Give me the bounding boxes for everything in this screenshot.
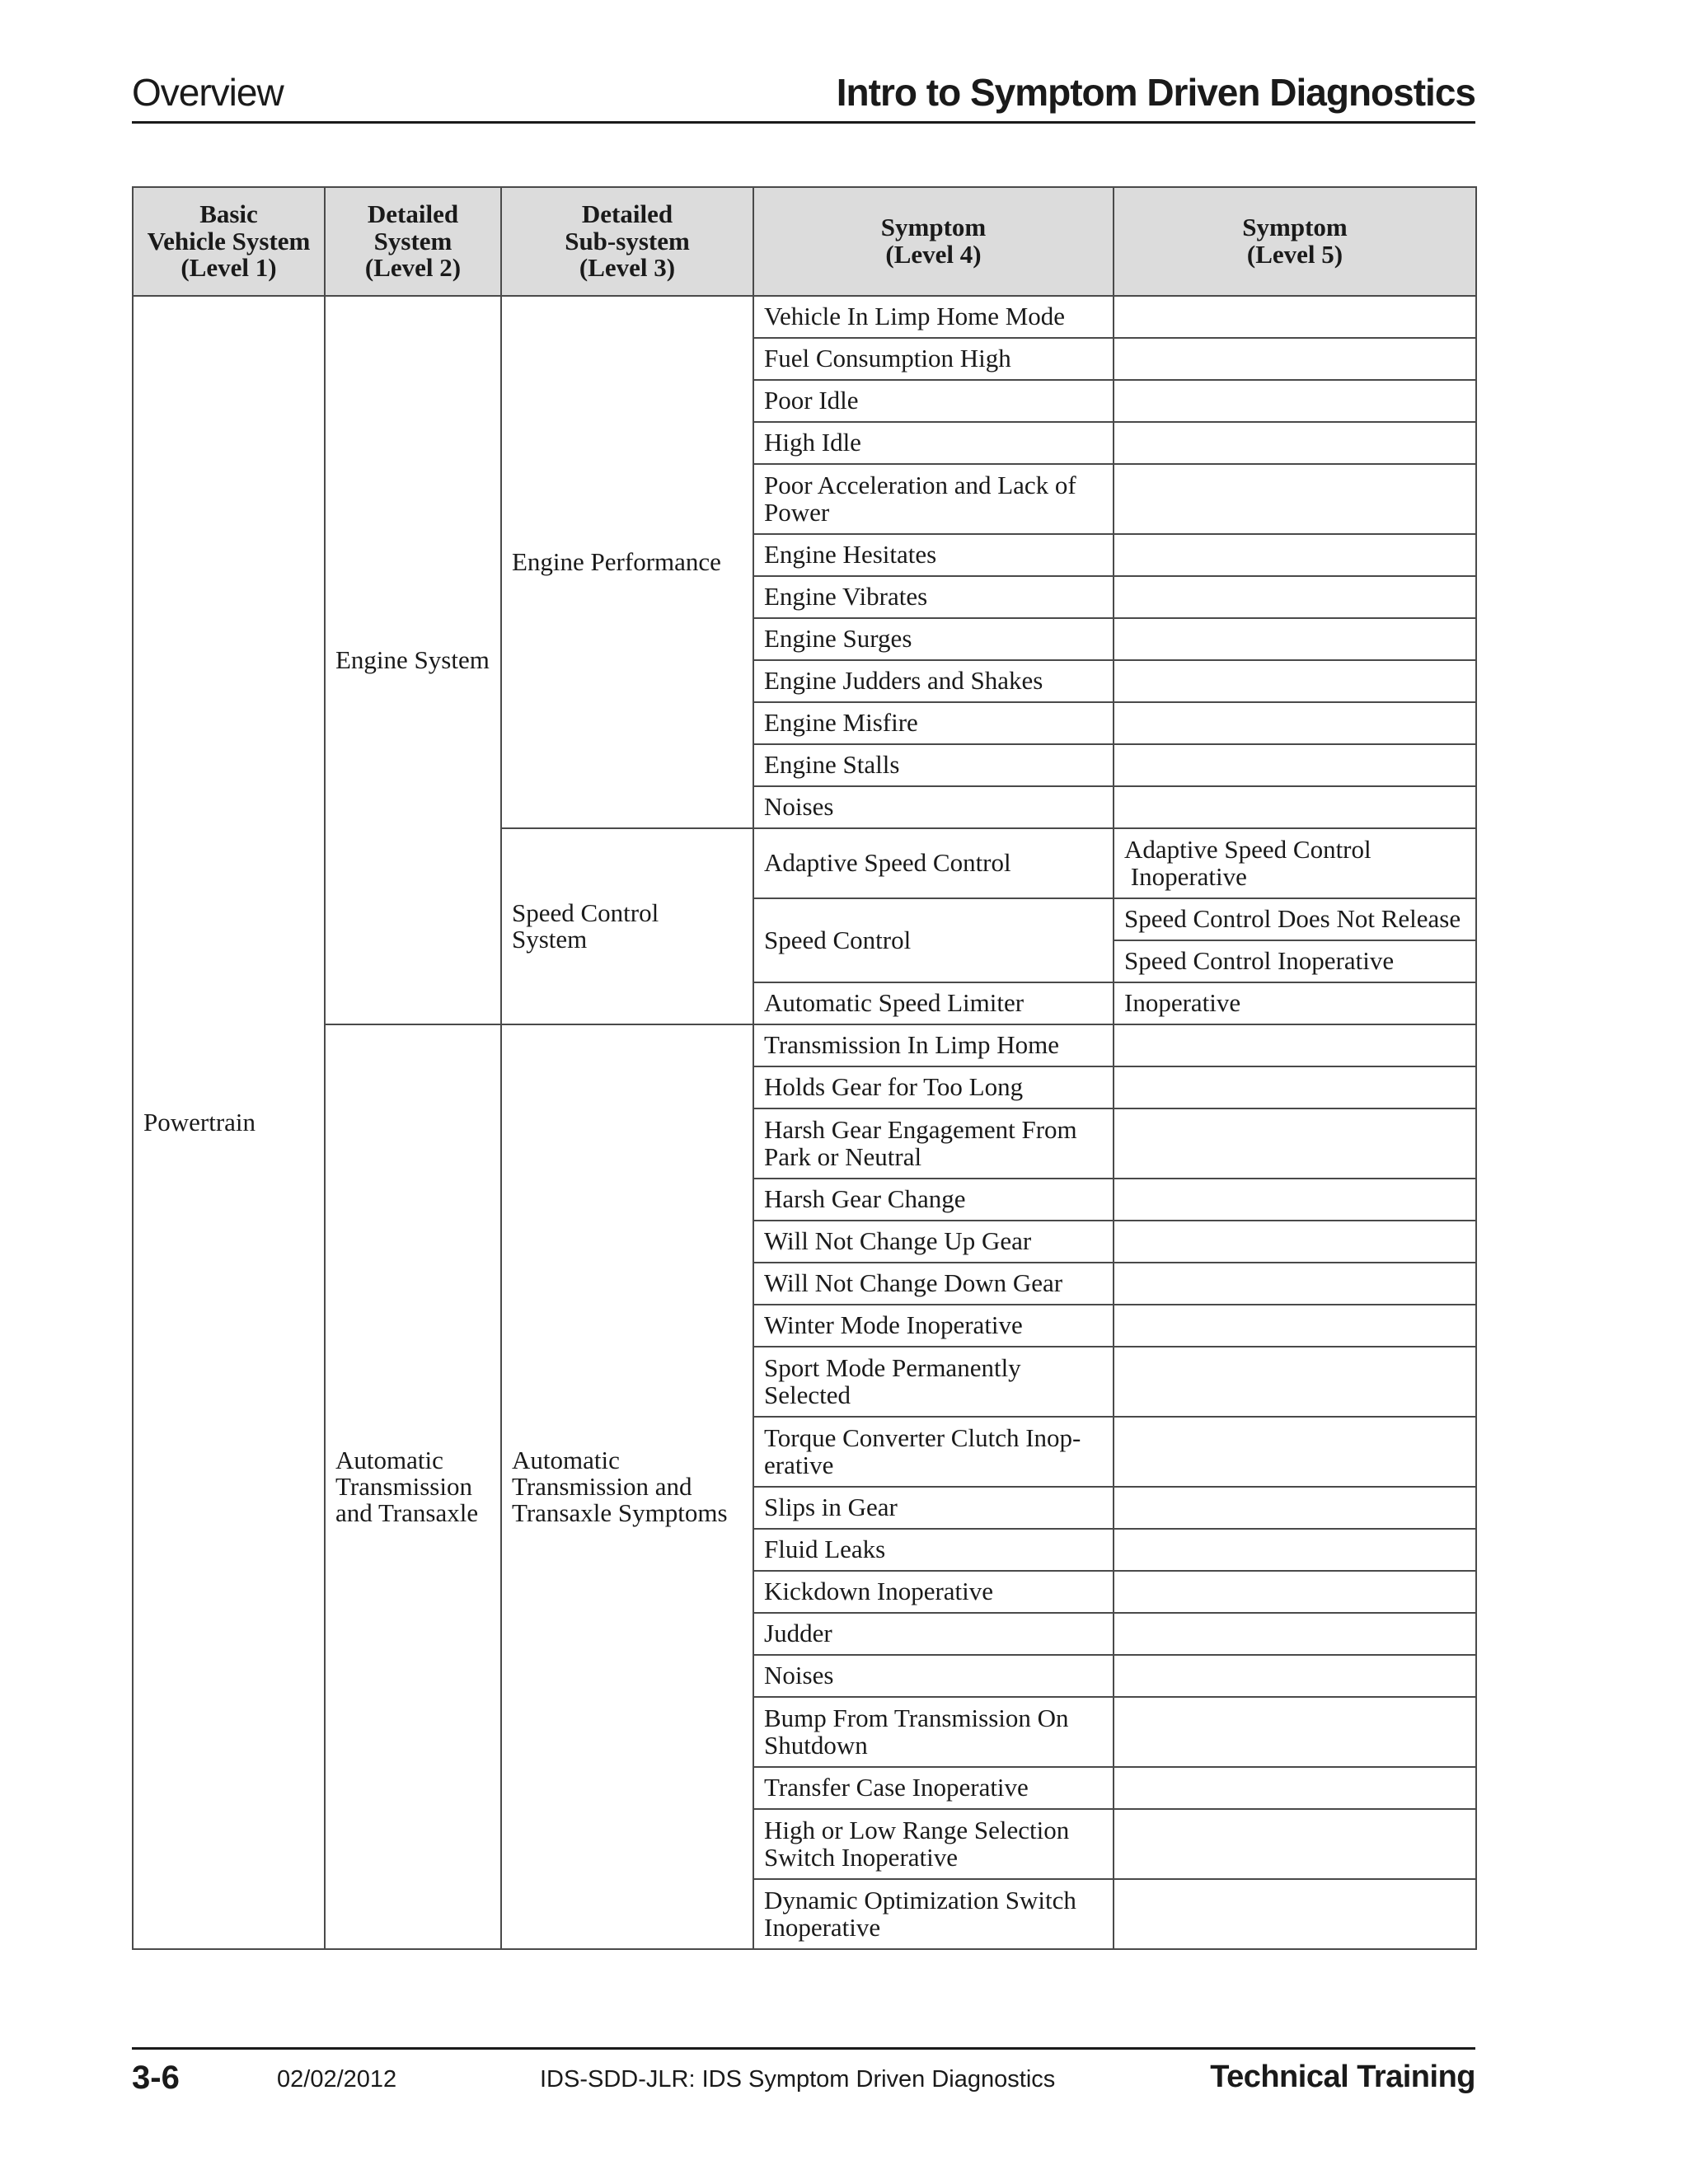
table-header-row bbox=[133, 187, 1476, 296]
symptom-level5-empty bbox=[1114, 1697, 1476, 1767]
symptom-level5-empty bbox=[1114, 660, 1476, 702]
symptom-level4: Winter Mode Inoperative bbox=[753, 1305, 1114, 1347]
symptom-level4: Will Not Change Down Gear bbox=[753, 1263, 1114, 1305]
symptom-level4: Poor Idle bbox=[753, 380, 1114, 422]
page-number: 3-6 bbox=[132, 2060, 180, 2096]
symptom-level5-empty bbox=[1114, 744, 1476, 786]
symptom-level5-empty bbox=[1114, 534, 1476, 576]
level3-speed-control-system: Speed Control System bbox=[501, 828, 753, 1024]
symptom-level5-empty bbox=[1114, 1767, 1476, 1809]
symptom-level4: Harsh Gear Engagement From Park or Neutral bbox=[753, 1108, 1114, 1179]
symptom-level5-empty bbox=[1114, 1529, 1476, 1571]
column-header-level-2: Detailed System (Level 2) bbox=[325, 187, 501, 296]
page-header bbox=[132, 73, 1475, 124]
symptom-level4: Sport Mode Permanently Selected bbox=[753, 1347, 1114, 1417]
level3-engine-performance: Engine Performance bbox=[501, 296, 753, 828]
symptom-level4: High Idle bbox=[753, 422, 1114, 464]
symptom-level4: Transfer Case Inoperative bbox=[753, 1767, 1114, 1809]
symptom-level4: Engine Misfire bbox=[753, 702, 1114, 744]
symptom-level4: Judder bbox=[753, 1613, 1114, 1655]
symptom-level5-empty bbox=[1114, 618, 1476, 660]
symptom-level5-empty bbox=[1114, 1809, 1476, 1879]
symptom-level4: Adaptive Speed Control bbox=[753, 828, 1114, 898]
symptom-level5-empty bbox=[1114, 338, 1476, 380]
symptom-level5-empty bbox=[1114, 702, 1476, 744]
symptom-level5-empty bbox=[1114, 1571, 1476, 1613]
symptom-level5-empty bbox=[1114, 464, 1476, 534]
symptom-level5: Inoperative bbox=[1114, 982, 1476, 1024]
level2-engine-system: Engine System bbox=[325, 296, 501, 1024]
symptom-level5-empty bbox=[1114, 1066, 1476, 1108]
symptom-level5-empty bbox=[1114, 422, 1476, 464]
symptom-level5-empty bbox=[1114, 786, 1476, 828]
symptom-level4: Noises bbox=[753, 1655, 1114, 1697]
symptom-level4: Transmission In Limp Home bbox=[753, 1024, 1114, 1066]
symptom-level4: Engine Surges bbox=[753, 618, 1114, 660]
footer-date: 02/02/2012 bbox=[277, 2066, 397, 2093]
symptom-level5-empty bbox=[1114, 1108, 1476, 1179]
level1-powertrain: Powertrain bbox=[133, 296, 325, 1949]
symptom-level5-empty bbox=[1114, 1347, 1476, 1417]
symptom-level4: Slips in Gear bbox=[753, 1487, 1114, 1529]
chapter-title: Intro to Symptom Driven Diagnostics bbox=[836, 71, 1475, 114]
symptom-level4: Dynamic Optimization Switch Inoperative bbox=[753, 1879, 1114, 1949]
symptom-level5-empty bbox=[1114, 1221, 1476, 1263]
symptom-level5-empty bbox=[1114, 576, 1476, 618]
symptom-level5: Adaptive Speed Control Inoperative bbox=[1114, 828, 1476, 898]
symptom-level5-empty bbox=[1114, 1879, 1476, 1949]
symptom-level5-empty bbox=[1114, 1024, 1476, 1066]
symptom-level4: Bump From Transmission On Shutdown bbox=[753, 1697, 1114, 1767]
level3-transmission-symptoms: Automatic Transmission and Transaxle Symptoms bbox=[501, 1024, 753, 1949]
symptom-level4: Engine Stalls bbox=[753, 744, 1114, 786]
symptom-level4: Torque Converter Clutch Inop- erative bbox=[753, 1417, 1114, 1487]
level2-automatic-transmission: Automatic Transmission and Transaxle bbox=[325, 1024, 501, 1949]
symptom-level4: Engine Vibrates bbox=[753, 576, 1114, 618]
section-title: Overview bbox=[132, 71, 284, 114]
table-row bbox=[133, 296, 1476, 338]
column-header-level-5: Symptom (Level 5) bbox=[1114, 187, 1476, 296]
symptom-table bbox=[132, 186, 1477, 1950]
symptom-level4: Poor Acceleration and Lack of Power bbox=[753, 464, 1114, 534]
symptom-level4: Kickdown Inoperative bbox=[753, 1571, 1114, 1613]
symptom-level5: Speed Control Does Not Release bbox=[1114, 898, 1476, 940]
symptom-level4: High or Low Range Selection Switch Inoperative bbox=[753, 1809, 1114, 1879]
symptom-level5-empty bbox=[1114, 1305, 1476, 1347]
symptom-level5-empty bbox=[1114, 1417, 1476, 1487]
symptom-level4: Holds Gear for Too Long bbox=[753, 1066, 1114, 1108]
symptom-level5-empty bbox=[1114, 1655, 1476, 1697]
symptom-level4: Vehicle In Limp Home Mode bbox=[753, 296, 1114, 338]
symptom-level4: Noises bbox=[753, 786, 1114, 828]
symptom-level5-empty bbox=[1114, 1263, 1476, 1305]
symptom-level4: Engine Judders and Shakes bbox=[753, 660, 1114, 702]
symptom-level5-empty bbox=[1114, 296, 1476, 338]
column-header-level-3: Detailed Sub-system (Level 3) bbox=[501, 187, 753, 296]
symptom-level4: Fluid Leaks bbox=[753, 1529, 1114, 1571]
page-footer bbox=[132, 2047, 1475, 2105]
symptom-level5-empty bbox=[1114, 1487, 1476, 1529]
footer-document-title: IDS-SDD-JLR: IDS Symptom Driven Diagnostics bbox=[540, 2066, 1056, 2093]
symptom-level5-empty bbox=[1114, 1613, 1476, 1655]
symptom-level4: Harsh Gear Change bbox=[753, 1179, 1114, 1221]
symptom-level4: Will Not Change Up Gear bbox=[753, 1221, 1114, 1263]
column-header-level-4: Symptom (Level 4) bbox=[753, 187, 1114, 296]
symptom-level4: Speed Control bbox=[753, 898, 1114, 982]
column-header-level-1: Basic Vehicle System (Level 1) bbox=[133, 187, 325, 296]
symptom-level5: Speed Control Inoperative bbox=[1114, 940, 1476, 982]
table-row bbox=[133, 1024, 1476, 1066]
symptom-level5-empty bbox=[1114, 1179, 1476, 1221]
footer-brand: Technical Training bbox=[1210, 2060, 1475, 2094]
symptom-level4: Fuel Consumption High bbox=[753, 338, 1114, 380]
symptom-level4: Engine Hesitates bbox=[753, 534, 1114, 576]
symptom-level4: Automatic Speed Limiter bbox=[753, 982, 1114, 1024]
symptom-level5-empty bbox=[1114, 380, 1476, 422]
